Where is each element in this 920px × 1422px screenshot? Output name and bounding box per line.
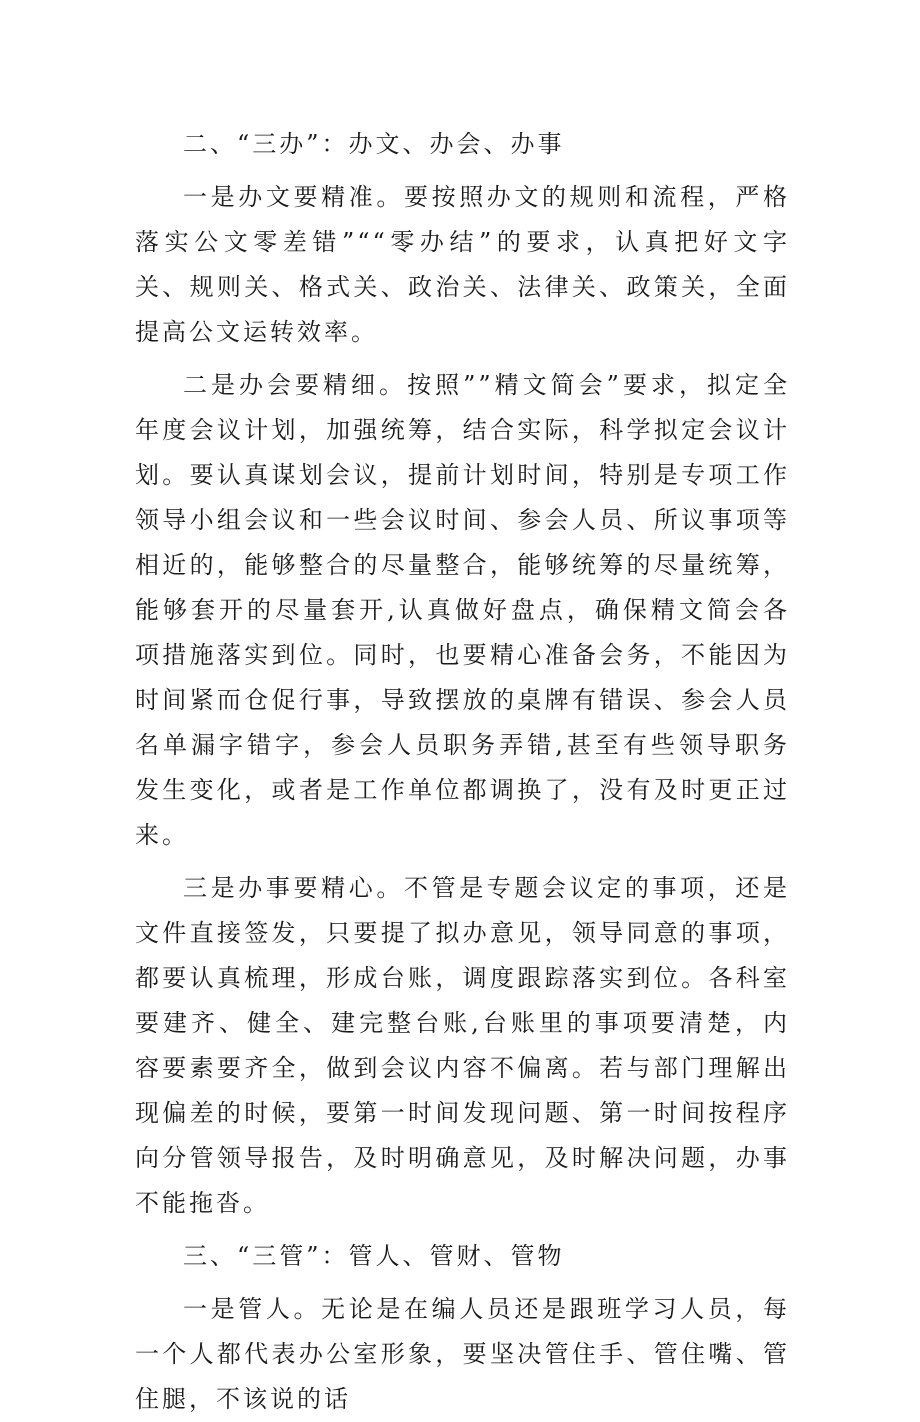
section-heading-san-ban: 二、“三办”：办文、办会、办事: [183, 130, 565, 158]
paragraph-ban-hui: 二是办会要精细。按照””精文简会”要求，拟定全年度会议计划，加强统筹，结合实际，科学拟定会议计划。要认真谋划会议，提前计划时间，特别是专项工作领导小组会议和一些会议时间、参会人员、所议事项等相近的，能够整合的尽量整合，能够统筹的尽量统筹，能够套开的尽量套开,认真做好盘点，确保精文简会各项措施落实到位。同时，也要精心准备会务，不能因为时间紧而仓促行事，导致摆放的桌牌有错误、参会人员名单漏字错字，参会人员职务弄错,甚至有些领导职务发生变化，或者是工作单位都调换了，没有及时更正过来。: [135, 371, 790, 849]
paragraph-ban-shi: 三是办事要精心。不管是专题会议定的事项，还是文件直接签发，只要提了拟办意见，领导同意的事项，都要认真梳理，形成台账，调度跟踪落实到位。各科室要建齐、健全、建完整台账,台账里的事项要清楚，内容要素要齐全，做到会议内容不偏离。若与部门理解出现偏差的时候，要第一时间发现问题、第一时间按程序向分管领导报告，及时明确意见，及时解决问题，办事不能拖沓。: [135, 874, 790, 1217]
section-heading-san-guan: 三、“三管”：管人、管财、管物: [183, 1242, 565, 1270]
paragraph-guan-ren: 一是管人。无论是在编人员还是跟班学习人员，每一个人都代表办公室形象，要坚决管住手、管住嘴、管住腿，不该说的话: [135, 1295, 790, 1413]
paragraph-ban-wen: 一是办文要精准。要按照办文的规则和流程，严格落实公文零差错”““零办结”的要求，认真把好文字关、规则关、格式关、政治关、法律关、政策关，全面提高公文运转效率。: [135, 183, 790, 346]
